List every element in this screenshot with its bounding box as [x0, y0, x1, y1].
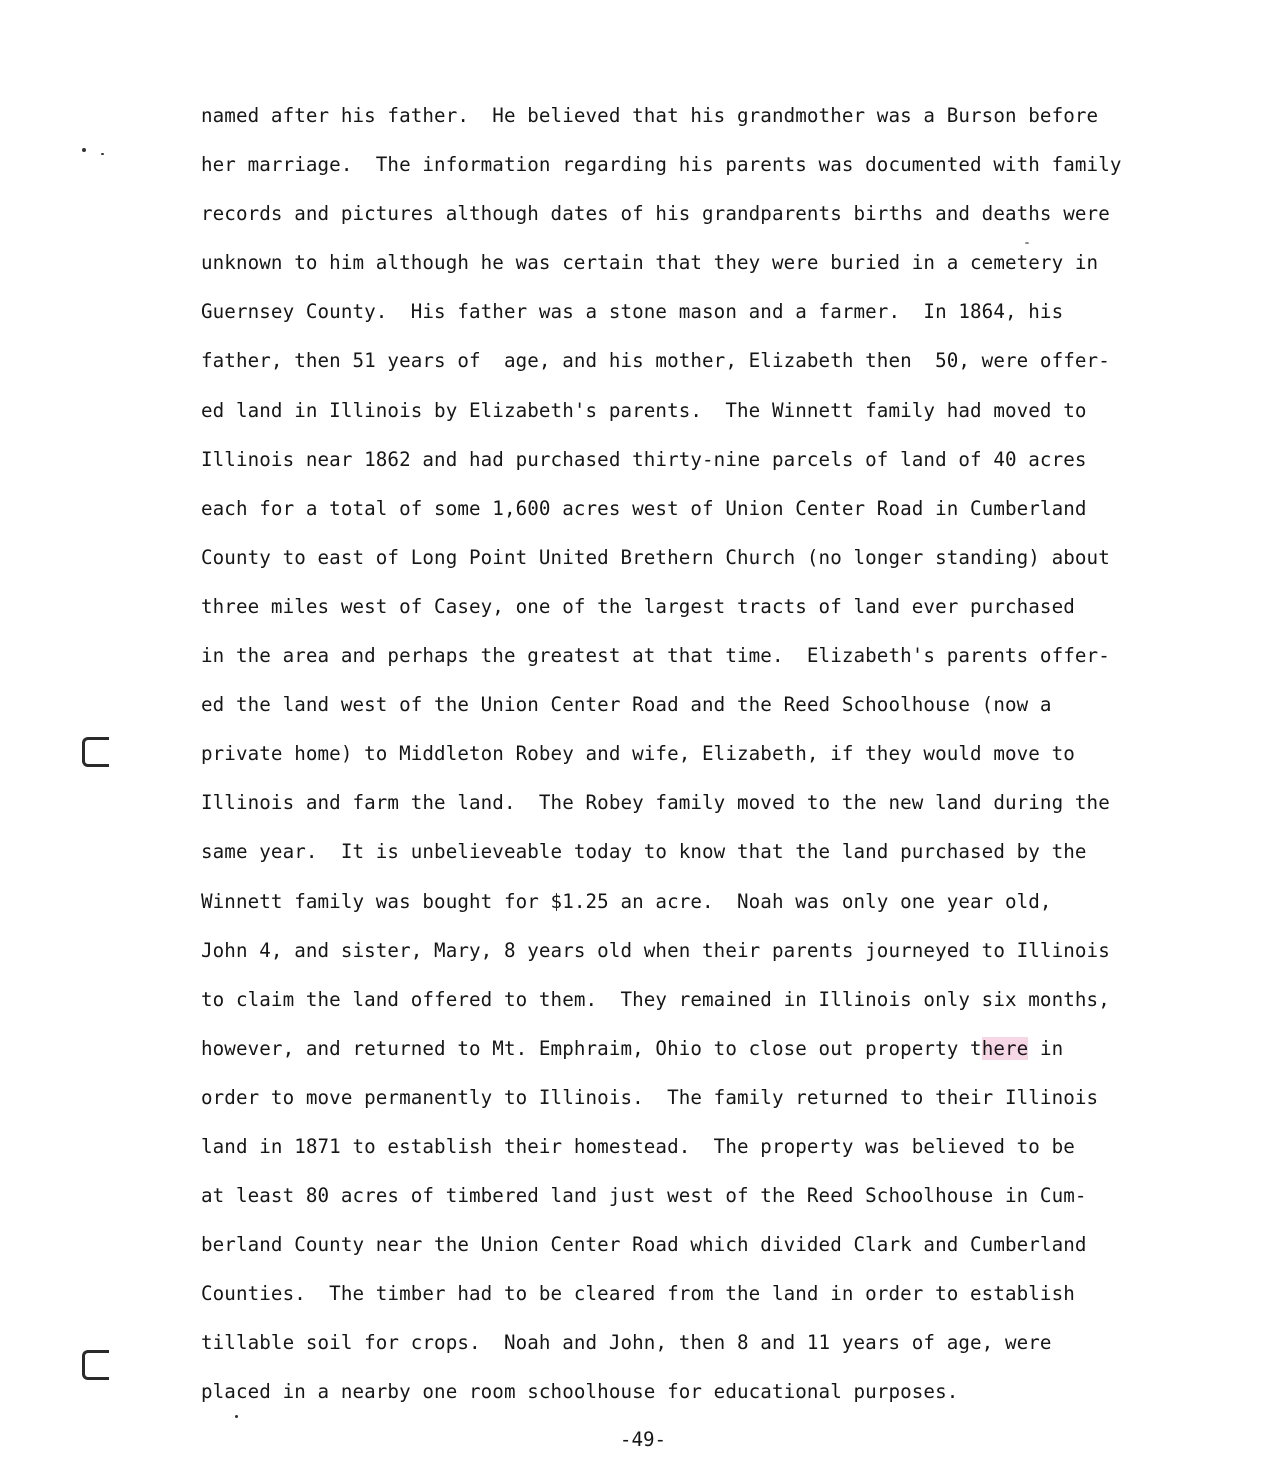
- text-line-highlighted: [201, 1034, 1171, 1083]
- text-line: named after his father. He believed that his grandmother was a Burson before: [201, 104, 1099, 127]
- text-line: at least 80 acres of timbered land just west of the Reed Schoolhouse in Cum-: [201, 1184, 1087, 1208]
- text-line: tillable soil for crops. Noah and John, then 8 and 11 years of age, were: [201, 1331, 1052, 1355]
- text-line: Winnett family was bought for $1.25 an acre. Noah was only one year old,: [201, 889, 1052, 913]
- text-line: private home) to Middleton Robey and wife, Elizabeth, if they would move to: [201, 742, 1075, 766]
- text-line: Illinois near 1862 and had purchased thirty-nine parcels of land of 40 acres: [201, 447, 1087, 471]
- text-line: Illinois and farm the land. The Robey family moved to the new land during the: [201, 791, 1110, 815]
- text-line: to claim the land offered to them. They remained in Illinois only six months,: [201, 987, 1110, 1011]
- text-line: unknown to him although he was certain that they were buried in a cemetery in: [201, 251, 1099, 275]
- text-line: each for a total of some 1,600 acres west of Union Center Road in Cumberland: [201, 496, 1087, 520]
- page-number: -49-: [619, 1428, 667, 1451]
- text-line: ed land in Illinois by Elizabeth's parents. The Winnett family had moved to: [201, 398, 1087, 422]
- body-text: [201, 101, 1171, 1427]
- text-line: in the area and perhaps the greatest at that time. Elizabeth's parents offer-: [201, 644, 1110, 668]
- text-line: ed the land west of the Union Center Road and the Reed Schoolhouse (now a: [201, 693, 1052, 717]
- text-line: County to east of Long Point United Brethern Church (no longer standing) about: [201, 545, 1110, 569]
- text-line: order to move permanently to Illinois. The family returned to their Illinois: [201, 1085, 1099, 1109]
- text-line: records and pictures although dates of his grandparents births and deaths were: [201, 202, 1110, 226]
- text-line: father, then 51 years of age, and his mother, Elizabeth then 50, were offer-: [201, 349, 1110, 373]
- scan-speck: [101, 153, 104, 155]
- text-line: Guernsey County. His father was a stone mason and a farmer. In 1864, his: [201, 300, 1064, 324]
- text-line: berland County near the Union Center Road which divided Clark and Cumberland: [201, 1233, 1087, 1257]
- text-line: placed in a nearby one room schoolhouse for educational purposes.: [201, 1380, 959, 1404]
- text-line: same year. It is unbelieveable today to know that the land purchased by the: [201, 840, 1087, 864]
- binder-hole-mark: [82, 1350, 109, 1380]
- scan-speck: [82, 148, 86, 152]
- text-line: her marriage. The information regarding his parents was documented with family: [201, 153, 1122, 177]
- text-line: John 4, and sister, Mary, 8 years old when their parents journeyed to Illinois: [201, 938, 1110, 962]
- text-line: land in 1871 to establish their homestead. The property was believed to be: [201, 1134, 1075, 1158]
- binder-hole-mark: [82, 737, 109, 767]
- highlighted-word: here: [981, 1036, 1029, 1060]
- text-segment: however, and returned to Mt. Emphraim, Ohio to close out property t: [201, 1036, 982, 1060]
- text-line: three miles west of Casey, one of the largest tracts of land ever purchased: [201, 594, 1075, 618]
- text-segment: in: [1028, 1036, 1064, 1060]
- text-line: Counties. The timber had to be cleared from the land in order to establish: [201, 1282, 1075, 1306]
